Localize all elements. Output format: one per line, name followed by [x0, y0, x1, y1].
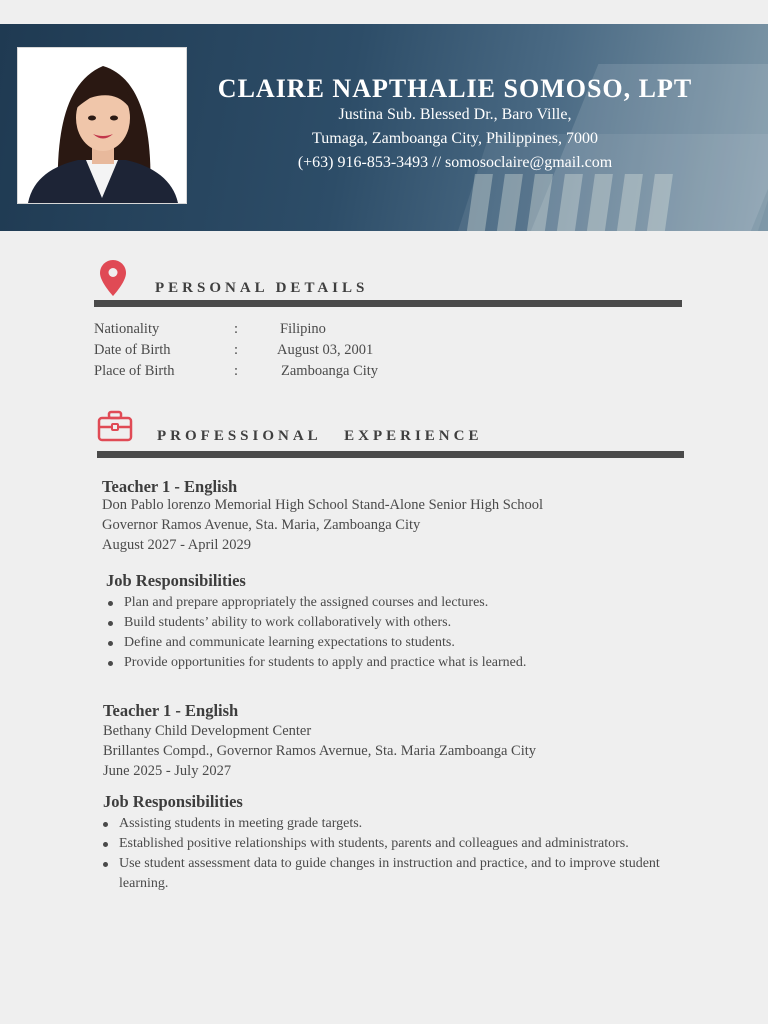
responsibility-item: Assisting students in meeting grade targets.: [99, 814, 699, 834]
detail-separator: :: [234, 342, 239, 358]
detail-label: Place of Birth: [94, 363, 175, 379]
job-location: Brillantes Compd., Governor Ramos Avernue, Sta. Maria Zamboanga City: [103, 743, 537, 759]
job-responsibilities-heading: Job Responsibilities: [103, 792, 243, 811]
responsibility-item: Define and communicate learning expectations to students.: [104, 633, 704, 653]
job-responsibilities-heading: Job Responsibilities: [106, 571, 246, 590]
job-title: Teacher 1 - English: [102, 477, 238, 496]
detail-label: Nationality: [94, 321, 160, 337]
responsibility-item: Provide opportunities for students to apply and practice what is learned.: [104, 653, 704, 673]
responsibility-item: Build students’ ability to work collaboratively with others.: [104, 613, 704, 633]
section-divider: [94, 300, 682, 307]
job-dates: August 2027 - April 2029: [102, 537, 252, 553]
job-dates: June 2025 - July 2027: [103, 763, 232, 779]
detail-separator: :: [234, 363, 239, 379]
header-banner: [0, 24, 768, 231]
profile-photo: [17, 47, 187, 204]
contact-line: (+63) 916-853-3493 // somosoclaire@gmail.com: [297, 154, 613, 171]
job-title: Teacher 1 - English: [103, 701, 239, 720]
section-title-personal-details: PERSONAL DETAILS: [155, 280, 369, 296]
detail-value: Zamboanga City: [281, 363, 379, 379]
job-organization: Don Pablo lorenzo Memorial High School Stand-Alone Senior High School: [102, 497, 543, 513]
detail-label: Date of Birth: [94, 342, 171, 358]
job-organization: Bethany Child Development Center: [103, 723, 312, 739]
responsibility-list: [104, 593, 704, 673]
section-divider: [97, 451, 684, 458]
address-line-1: Justina Sub. Blessed Dr., Baro Ville,: [338, 106, 572, 123]
detail-value: August 03, 2001: [277, 342, 374, 358]
address-line-2: Tumaga, Zamboanga City, Philippines, 7000: [312, 130, 598, 147]
responsibility-list: [99, 814, 699, 894]
detail-value: Filipino: [280, 321, 326, 337]
detail-separator: :: [234, 321, 239, 337]
responsibility-item: Established positive relationships with students, parents and colleagues and administrators.: [99, 834, 699, 854]
briefcase-icon: [97, 410, 133, 447]
candidate-name: CLAIRE NAPTHALIE SOMOSO, LPT: [217, 74, 693, 103]
location-pin-icon: [100, 260, 126, 301]
responsibility-item: Use student assessment data to guide changes in instruction and practice, and to improve student learning.: [99, 854, 699, 894]
responsibility-item: Plan and prepare appropriately the assigned courses and lectures.: [104, 593, 704, 613]
section-title-professional-experience: PROFESSIONAL EXPERIENCE: [157, 428, 483, 444]
job-location: Governor Ramos Avenue, Sta. Maria, Zamboanga City: [102, 517, 421, 533]
